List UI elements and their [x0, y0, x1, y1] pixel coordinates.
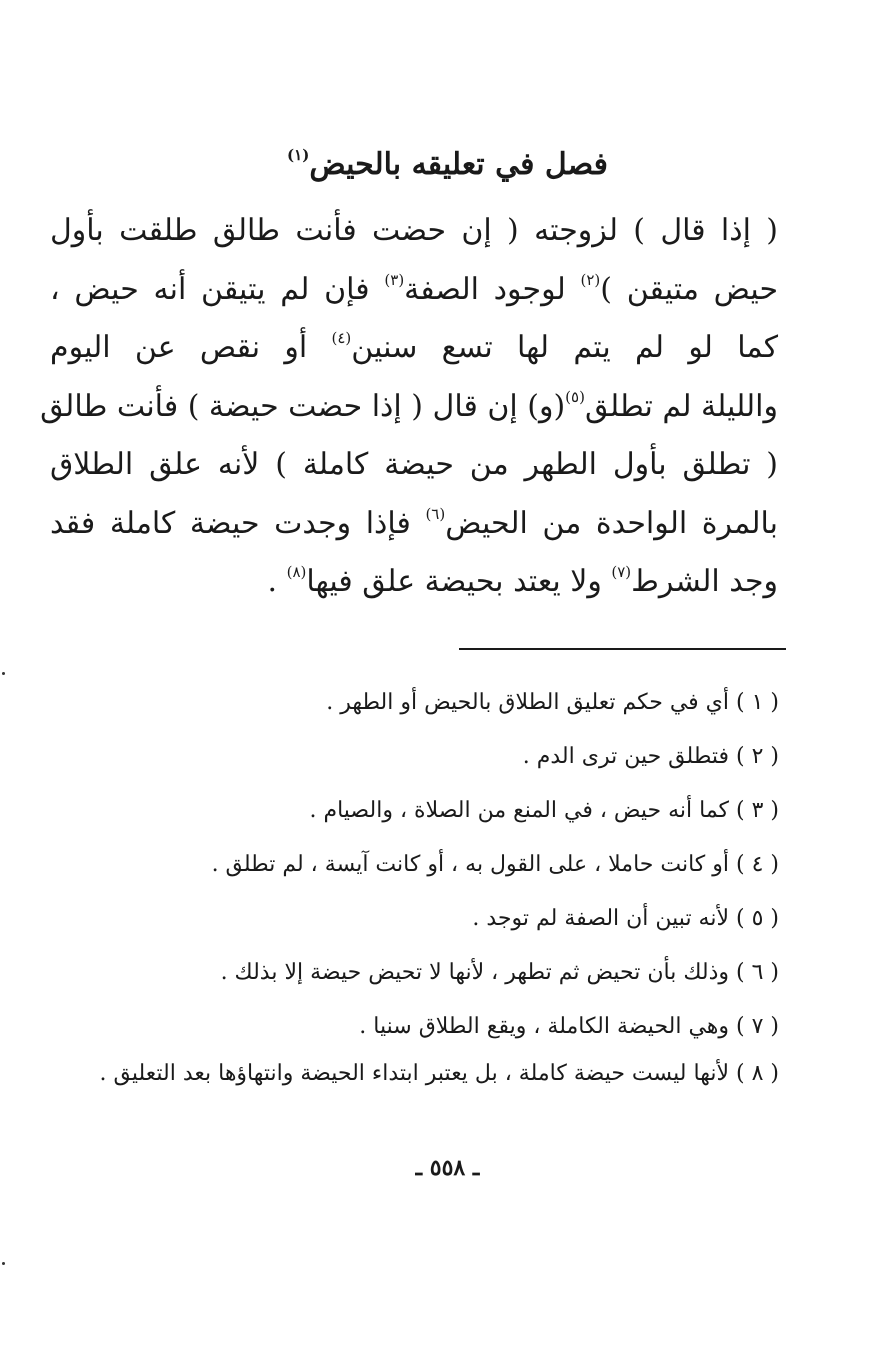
- body-text-segment: لوجود الصفة: [404, 271, 581, 307]
- body-text-segment: ( إذا قال ) لزوجته ( إن حضت فأنت طالق طلقت بأول: [50, 213, 778, 248]
- section-heading-text: فصل في تعليقه بالحيض: [309, 147, 608, 182]
- margin-mark: [2, 1262, 5, 1265]
- footnote-4: ( ٤ ) أو كانت حاملا ، على القول به ، أو كانت آيسة ، لم تطلق .: [211, 852, 779, 877]
- body-line: [50, 436, 778, 495]
- main-body-text: [40, 202, 778, 612]
- body-text-segment: أو نقص عن اليوم: [50, 330, 332, 365]
- footnote-8: ( ٨ ) لأنها ليست حيضة كاملة ، بل يعتبر ابتداء الحيضة وانتهاؤها بعد التعليق .: [99, 1061, 779, 1086]
- body-text-segment: فإن لم يتيقن أنه حيض ،: [50, 271, 385, 307]
- footnote-3: ( ٣ ) كما أنه حيض ، في المنع من الصلاة ، والصيام .: [309, 798, 779, 823]
- footnotes-section: [45, 676, 779, 1096]
- footnote-ref: (٦): [425, 504, 446, 523]
- section-heading: [0, 140, 895, 190]
- footnote-ref: (٣): [384, 270, 405, 289]
- footnote-separator: [459, 648, 786, 650]
- footnote-ref: (٥): [565, 387, 585, 406]
- body-text-segment: وجد الشرط: [631, 564, 778, 599]
- body-text-segment: ولا يعتد بحيضة علق فيها: [306, 564, 612, 599]
- footnote-1: ( ١ ) أي في حكم تعليق الطلاق بالحيض أو الطهر .: [326, 690, 779, 715]
- body-line: [50, 261, 778, 320]
- body-line: [50, 202, 778, 261]
- body-text-segment: بالمرة الواحدة من الحيض: [445, 505, 778, 541]
- footnote-ref: (١): [287, 146, 310, 164]
- body-text-segment: كما لو لم يتم لها تسع سنين: [351, 330, 778, 365]
- body-text-segment: والليلة لم تطلق: [584, 388, 778, 424]
- footnote-ref: (٧): [611, 563, 632, 581]
- footnote-2: ( ٢ ) فتطلق حين ترى الدم .: [522, 744, 779, 769]
- footnote-ref: (٢): [580, 270, 601, 289]
- body-text-segment: حيض متيقن ): [600, 271, 778, 307]
- body-line: [50, 553, 778, 612]
- footnote-ref: (٤): [331, 329, 352, 347]
- body-line: [50, 495, 778, 554]
- footnote-ref: (٨): [286, 563, 307, 581]
- body-line: [40, 378, 778, 437]
- body-text-segment: (و) إن قال ( إذا حضت حيضة ) فأنت طالق: [40, 388, 566, 424]
- footnote-6: ( ٦ ) وذلك بأن تحيض ثم تطهر ، لأنها لا تحيض حيضة إلا بذلك .: [220, 960, 779, 985]
- footnote-5: ( ٥ ) لأنه تبين أن الصفة لم توجد .: [472, 906, 779, 931]
- body-text-segment: .: [267, 564, 287, 599]
- page-number: ـ ٥٥٨ ـ: [415, 1155, 480, 1181]
- body-text-segment: ( تطلق بأول الطهر من حيضة كاملة ) لأنه علق الطلاق: [50, 447, 778, 482]
- body-line: [50, 319, 778, 378]
- footnote-7: ( ٧ ) وهي الحيضة الكاملة ، ويقع الطلاق سنيا .: [359, 1014, 779, 1039]
- body-text-segment: فإذا وجدت حيضة كاملة فقد: [50, 505, 426, 541]
- margin-mark: [2, 672, 5, 675]
